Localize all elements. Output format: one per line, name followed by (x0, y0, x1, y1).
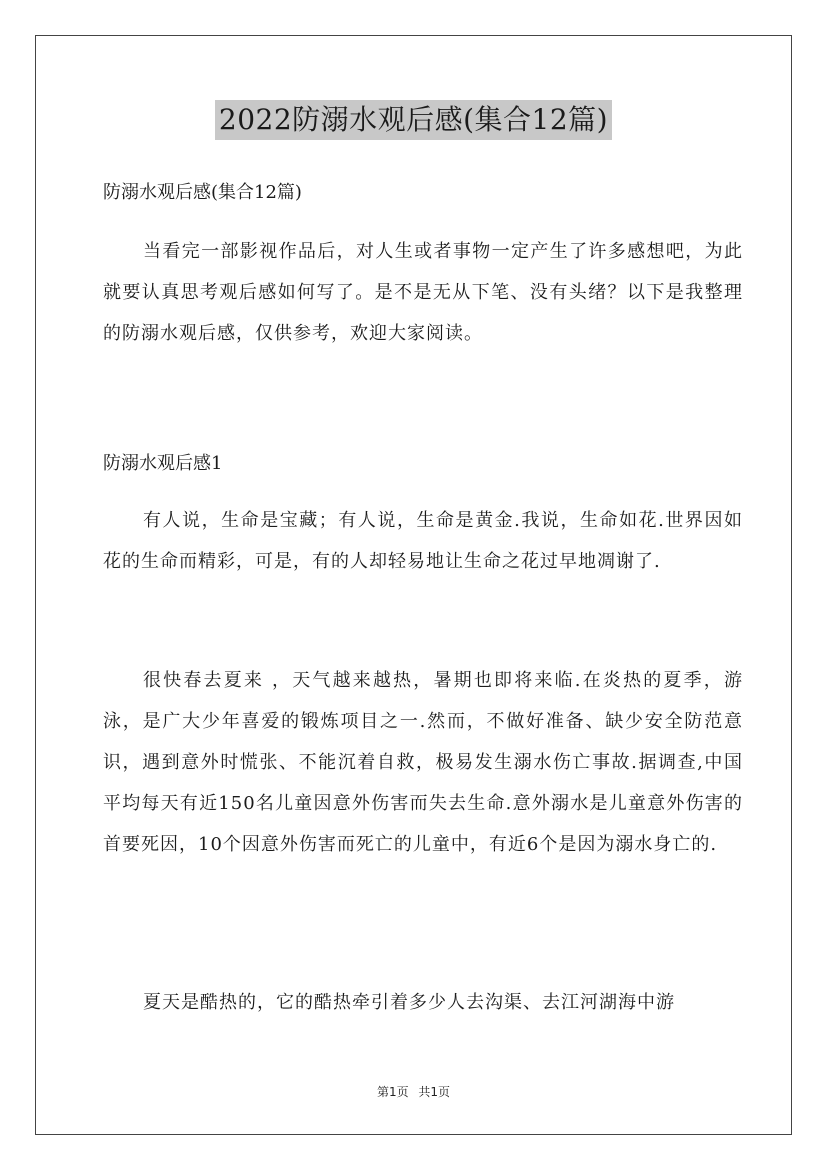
page-footer (0, 1083, 827, 1100)
page-number: 第1页 (376, 1085, 409, 1099)
body-paragraph-1: 有人说，生命是宝藏；有人说，生命是黄金.我说，生命如花.世界因如花的生命而精彩，可是，有的人却轻易地让生命之花过早地凋谢了. (103, 510, 743, 572)
section-heading: 防溺水观后感1 (103, 453, 223, 474)
document-title: 2022防溺水观后感(集合12篇) (215, 100, 612, 140)
body-paragraph-2: 很快春去夏来 ，天气越来越热，暑期也即将来临.在炎热的夏季，游泳，是广大少年喜爱的锻炼项目之一.然而，不做好准备、缺少安全防范意识，遇到意外时慌张、不能沉着自救，极易发生溺水伤亡事故.据调查,中国平均每天有近150名儿童因意外伤害而失去生命.意外溺水是儿童意外伤害的首要死因，10个因意外伤害而死亡的儿童中，有近6个是因为溺水身亡的. (103, 670, 743, 855)
title-container (0, 100, 827, 140)
intro-paragraph: 当看完一部影视作品后，对人生或者事物一定产生了许多感想吧，为此就要认真思考观后感如何写了。是不是无从下笔、没有头绪？以下是我整理的防溺水观后感，仅供参考，欢迎大家阅读。 (103, 241, 743, 344)
body-paragraph-3: 夏天是酷热的，它的酷热牵引着多少人去沟渠、去江河湖海中游 (143, 992, 675, 1013)
page-total: 共1页 (418, 1085, 451, 1099)
document-subtitle: 防溺水观后感(集合12篇) (103, 182, 302, 203)
